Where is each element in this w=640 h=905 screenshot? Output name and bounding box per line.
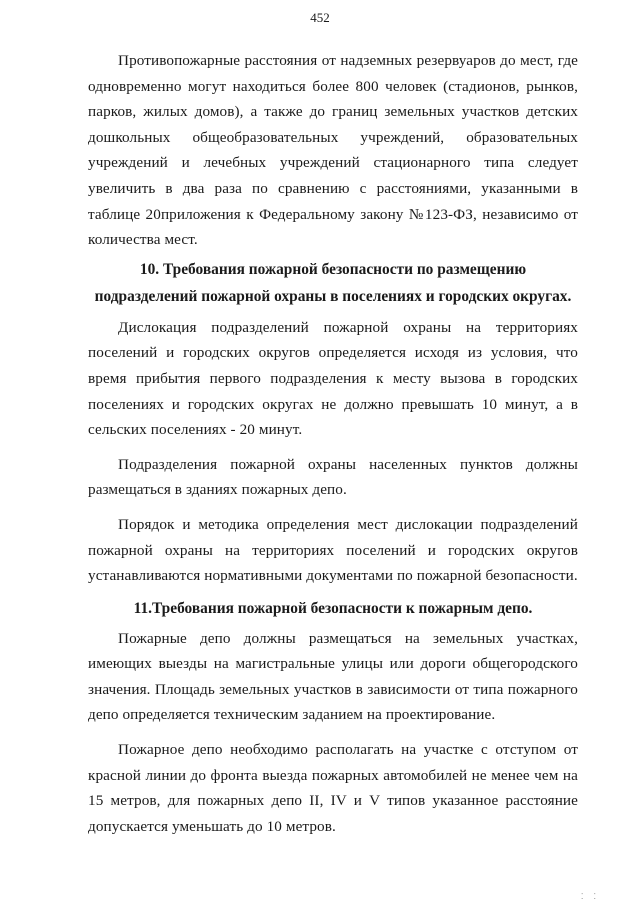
section-11-heading: 11.Требования пожарной безопасности к пожарным депо. — [133, 599, 533, 617]
scan-artifact-mark: ⁚ ⁚ — [580, 892, 600, 901]
page-number: 452 — [310, 10, 330, 25]
paragraph-reservoir-distances: Противопожарные расстояния от надземных резервуаров до мест, где одновременно могут находиться более 800 человек (стадионов, рынков, парков, жилых домов), а также до границ земельных участков детских дошкольных общеобразовательных учреждений, образовательных учреждений и лечебных учреждений стационарного типа следует увеличить в два раза по сравнению с расстояниями, указанными в таблице 20приложения к Федеральному закону №123-ФЗ, независимо от количества мест. — [88, 52, 578, 249]
document-body — [88, 48, 578, 839]
paragraph-dislocation: Дислокация подразделений пожарной охраны на территориях поселений и городских округов определяется исходя из условия, что время прибытия первого подразделения к месту вызова в городских поселениях и городских округах не должно превышать 10 минут, а в сельских поселениях - 20 минут. — [88, 318, 578, 439]
paragraph-depot-setback: Пожарное депо необходимо располагать на участке с отступом от красной линии до фронта выезда пожарных автомобилей не менее чем на 15 метров, для пожарных депо II, IV и V типов указанное расстояние допускается уменьшать до 10 метров. — [88, 741, 578, 835]
paragraph-dislocation-method: Порядок и методика определения мест дислокации подразделений пожарной охраны на территориях поселений и городских округов устанавливаются нормативными документами по пожарной безопасности. — [88, 515, 578, 585]
section-10-heading: 10. Требования пожарной безопасности по размещению подразделений пожарной охраны в поселениях и городских округах. — [94, 260, 572, 305]
paragraph-fire-units-housing: Подразделения пожарной охраны населенных пунктов должны размещаться в зданиях пожарных депо. — [88, 455, 578, 499]
paragraph-depot-placement: Пожарные депо должны размещаться на земельных участках, имеющих выезды на магистральные улицы или дороги общегородского значения. Площадь земельных участков в зависимости от типа пожарного депо определяется техническим заданием на проектирование. — [88, 629, 578, 724]
